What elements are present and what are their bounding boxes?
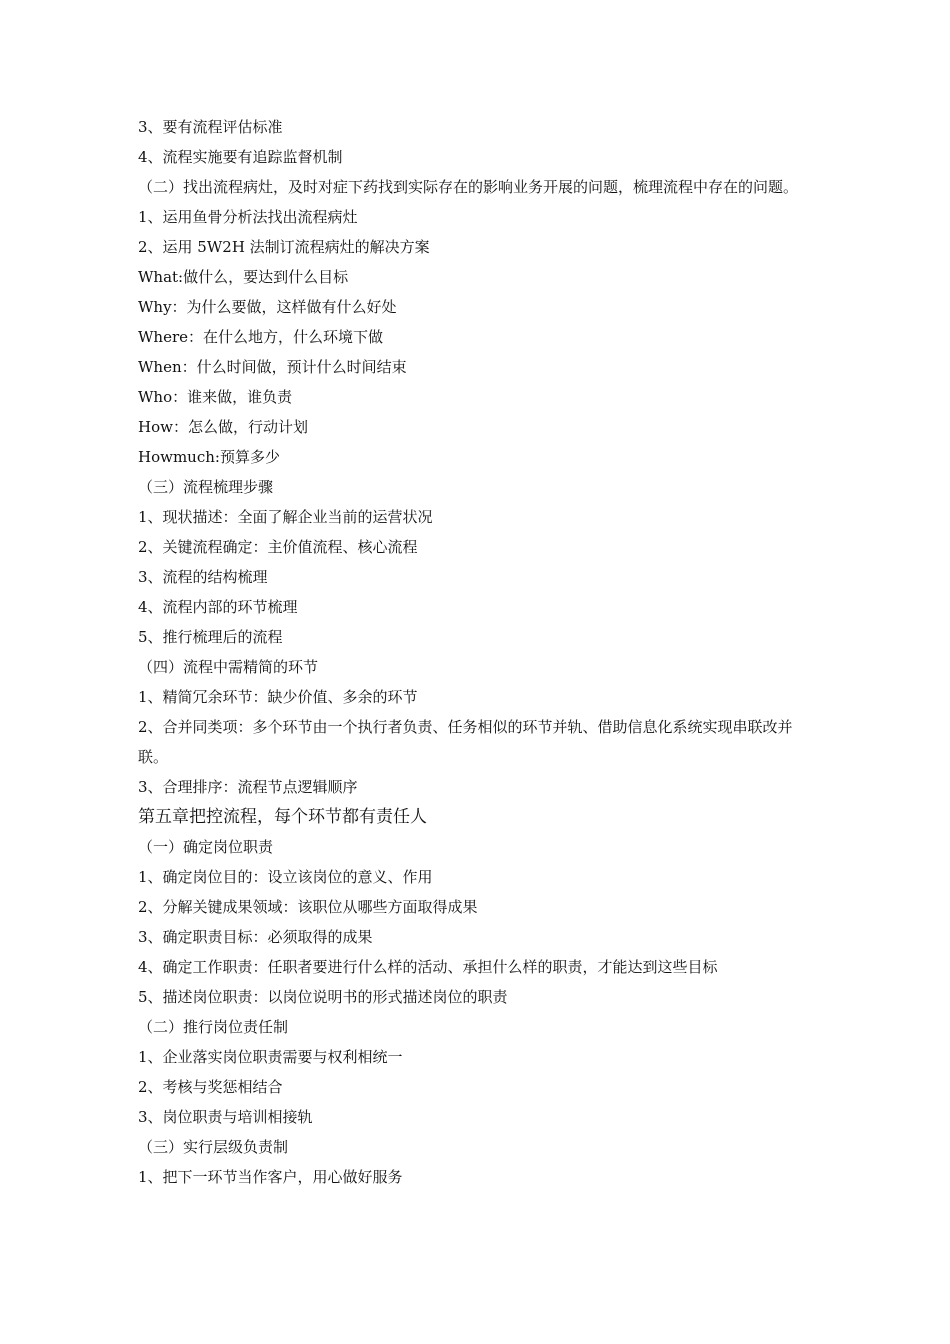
text-line: Howmuch:预算多少 — [138, 448, 280, 466]
text-line: 2、分解关键成果领域：该职位从哪些方面取得成果 — [138, 898, 478, 916]
text-line: 1、精简冗余环节：缺少价值、多余的环节 — [138, 688, 418, 706]
text-line: 3、要有流程评估标准 — [138, 118, 283, 136]
text-line: 5、描述岗位职责：以岗位说明书的形式描述岗位的职责 — [138, 988, 508, 1006]
text-line: 2、考核与奖惩相结合 — [138, 1078, 283, 1096]
text-line: （四）流程中需精简的环节 — [138, 658, 319, 676]
text-line: 2、关键流程确定：主价值流程、核心流程 — [138, 538, 418, 556]
text-line: （二）推行岗位责任制 — [138, 1018, 289, 1036]
document-body — [138, 112, 818, 1192]
text-line: Where：在什么地方，什么环境下做 — [138, 328, 384, 346]
text-line: 3、合理排序：流程节点逻辑顺序 — [138, 778, 358, 796]
text-line: 4、确定工作职责：任职者要进行什么样的活动、承担什么样的职责，才能达到这些目标 — [138, 958, 718, 976]
text-line: 2、运用 5W2H 法制订流程病灶的解决方案 — [138, 238, 430, 256]
text-line: 1、企业落实岗位职责需要与权利相统一 — [138, 1048, 403, 1066]
text-line: 1、现状描述：全面了解企业当前的运营状况 — [138, 508, 433, 526]
text-line: When：什么时间做，预计什么时间结束 — [138, 358, 407, 376]
text-line: 2、合并同类项：多个环节由一个执行者负责、任务相似的环节并轨、借助信息化系统实现串联改并联。 — [138, 718, 793, 766]
text-line: 3、岗位职责与培训相接轨 — [138, 1108, 313, 1126]
text-line: 1、把下一环节当作客户，用心做好服务 — [138, 1168, 403, 1186]
text-line: What:做什么，要达到什么目标 — [138, 268, 349, 286]
text-line: How：怎么做，行动计划 — [138, 418, 308, 436]
text-line: 4、流程实施要有追踪监督机制 — [138, 148, 343, 166]
text-line: 1、确定岗位目的：设立该岗位的意义、作用 — [138, 868, 433, 886]
text-line: 4、流程内部的环节梳理 — [138, 598, 298, 616]
text-line: Who：谁来做，谁负责 — [138, 388, 293, 406]
text-line: （二）找出流程病灶，及时对症下药找到实际存在的影响业务开展的问题，梳理流程中存在的问题。 — [138, 178, 799, 196]
text-line: （三）流程梳理步骤 — [138, 478, 274, 496]
chapter-heading: 第五章把控流程，每个环节都有责任人 — [138, 807, 427, 827]
text-line: （三）实行层级负责制 — [138, 1138, 289, 1156]
text-line: 5、推行梳理后的流程 — [138, 628, 283, 646]
text-line: （一）确定岗位职责 — [138, 838, 274, 856]
text-line: Why：为什么要做，这样做有什么好处 — [138, 298, 397, 316]
text-line: 3、确定职责目标：必须取得的成果 — [138, 928, 373, 946]
text-line: 3、流程的结构梳理 — [138, 568, 268, 586]
text-line: 1、运用鱼骨分析法找出流程病灶 — [138, 208, 358, 226]
